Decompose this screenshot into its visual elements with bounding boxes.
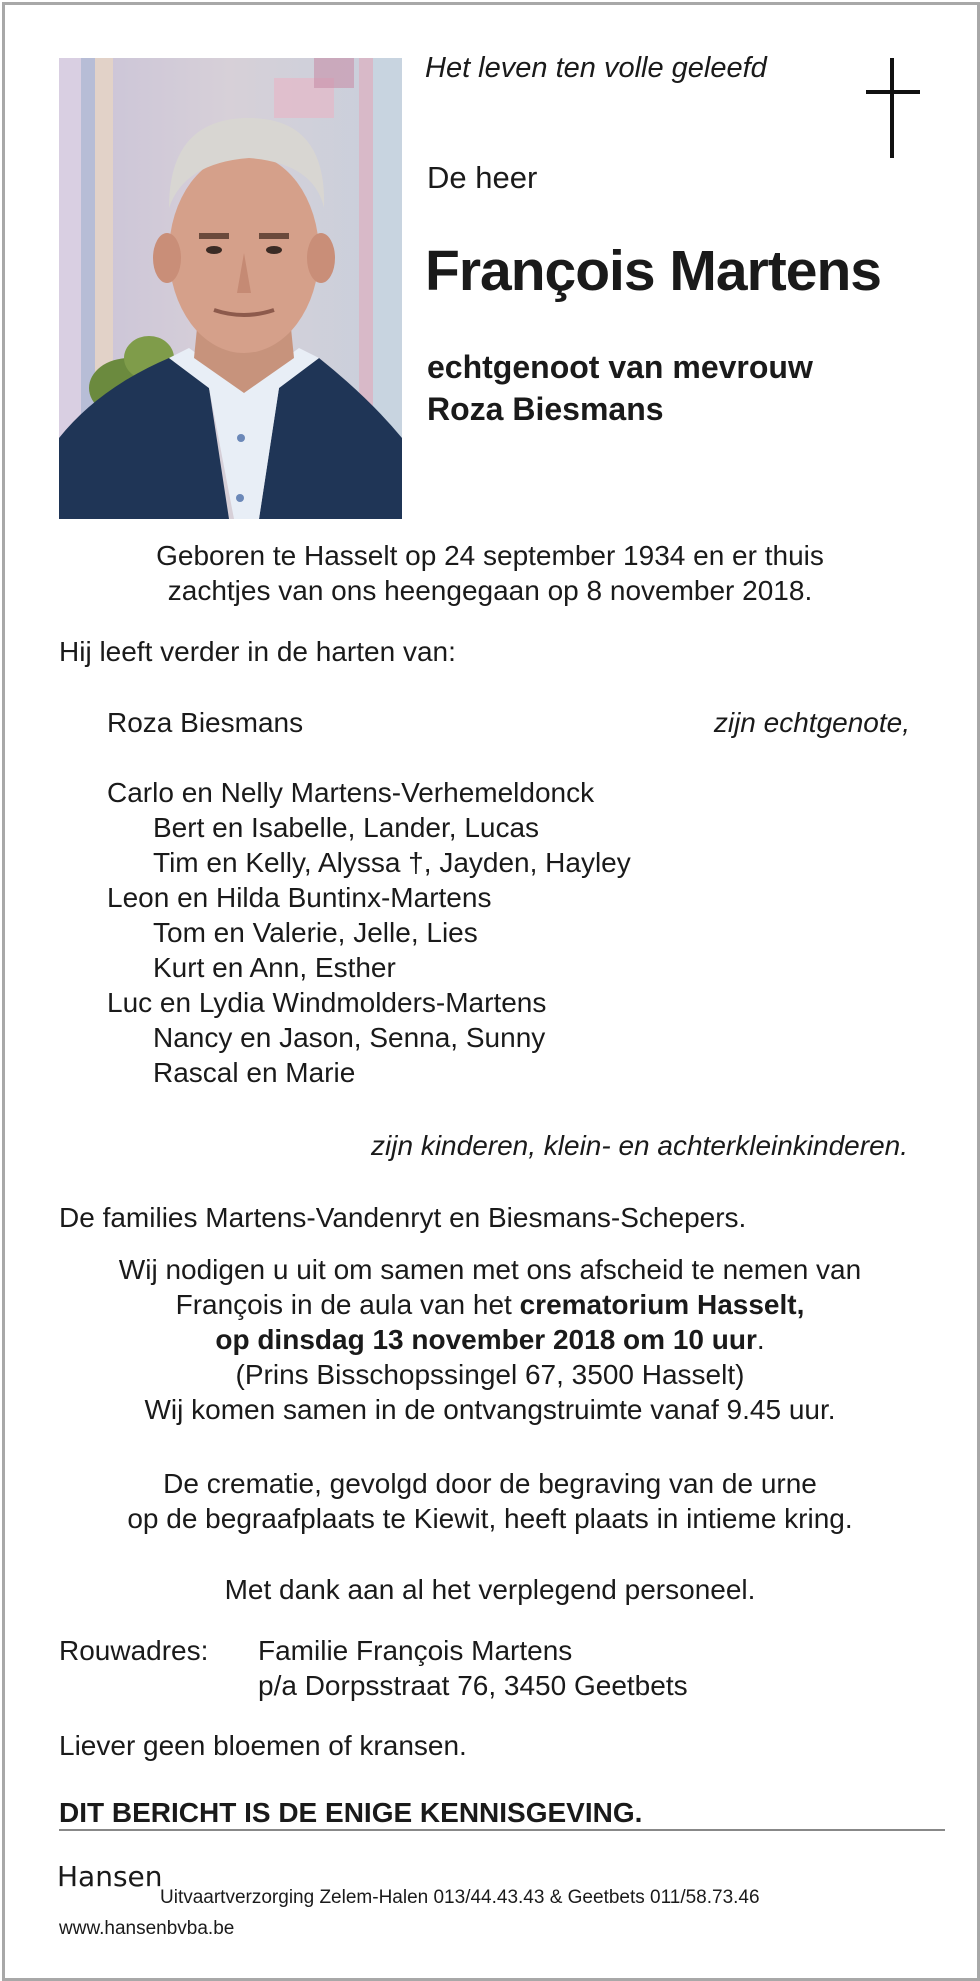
cremation-line-2: op de begraafplaats te Kiewit, heeft plaats in intieme kring. [127,1503,853,1534]
family-role: zijn kinderen, klein- en achterkleinkinderen. [371,1130,908,1161]
family-line: Bert en Isabelle, Lander, Lucas [153,812,540,843]
ceremony-line-3 [0,1322,980,1357]
cremation-line-1: De crematie, gevolgd door de begraving van de urne [163,1468,817,1499]
ceremony-line-2 [0,1287,980,1322]
family-line: Carlo en Nelly Martens-Verhemeldonck [107,777,595,808]
survivors-intro: Hij leeft verder in de harten van: [59,636,456,667]
address-label: Rouwadres: [59,1635,209,1666]
address-line-2: p/a Dorpsstraat 76, 3450 Geetbets [258,1670,688,1701]
footer-divider [59,1829,945,1831]
family-line: Leon en Hilda Buntinx-Martens [107,882,492,913]
deceased-name: François Martens [425,239,881,303]
family-line: Tom en Valerie, Jelle, Lies [153,917,478,948]
family-line: Nancy en Jason, Senna, Sunny [153,1022,546,1053]
crematorium-name: crematorium Hasselt, [519,1289,805,1320]
hansen-logo: Hansen [57,1860,163,1893]
honorific: De heer [427,160,538,195]
website-link[interactable]: www.hansenbvba.be [59,1918,235,1939]
family-line: Luc en Lydia Windmolders-Martens [107,987,547,1018]
spouse-line-1: echtgenoot van mevrouw [427,349,813,385]
spouse-name: Roza Biesmans [107,707,304,738]
birth-line-2: zachtjes van ons heengegaan op 8 november 2018. [167,575,813,606]
thanks-line: Met dank aan al het verplegend personeel. [224,1574,756,1605]
spouse-line-2: Roza Biesmans [427,391,664,427]
ceremony-line-2-text: François in de aula van het [175,1289,520,1320]
tagline: Het leven ten volle geleefd [425,52,767,84]
funeral-company: Uitvaartverzorging Zelem-Halen 013/44.43.43 & Geetbets 011/58.73.46 [160,1887,760,1908]
no-flowers: Liever geen bloemen of kransen. [59,1730,467,1761]
family-line: Kurt en Ann, Esther [153,952,396,983]
ceremony-line-4: (Prins Bisschopssingel 67, 3500 Hasselt) [235,1359,745,1390]
family-line: Rascal en Marie [153,1057,356,1088]
extended-families: De families Martens-Vandenryt en Biesmans-Schepers. [59,1202,747,1233]
ceremony-date: op dinsdag 13 november 2018 om 10 uur [215,1324,757,1355]
ceremony-line-5: Wij komen samen in de ontvangstruimte vanaf 9.45 uur. [144,1394,836,1425]
birth-line-1: Geboren te Hasselt op 24 september 1934 en er thuis [156,540,824,571]
spouse-role: zijn echtgenote, [713,707,910,738]
cross-icon [864,58,922,160]
address-line-1: Familie François Martens [258,1635,573,1666]
ceremony-date-end: . [756,1324,765,1355]
portrait-photo [59,58,402,519]
family-line: Tim en Kelly, Alyssa †, Jayden, Hayley [153,847,631,878]
notice-heading: DIT BERICHT IS DE ENIGE KENNISGEVING. [59,1797,643,1828]
ceremony-line-1: Wij nodigen u uit om samen met ons afscheid te nemen van [118,1254,862,1285]
